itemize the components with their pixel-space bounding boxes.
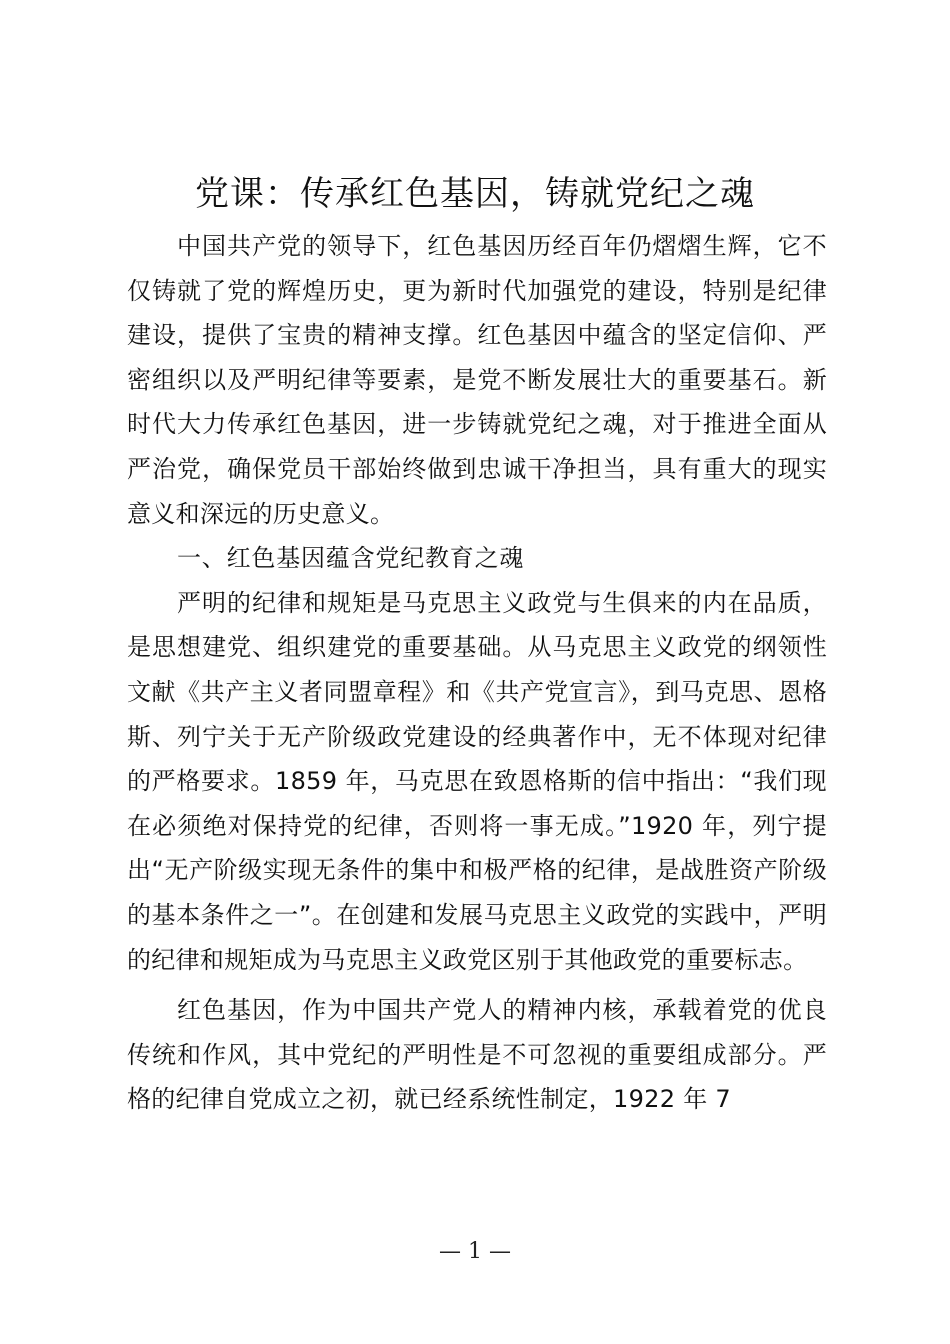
paragraph-discipline: 严明的纪律和规矩是马克思主义政党与生俱来的内在品质，是思想建党、组织建党的重要基础。从马克思主义政党的纲领性文献《共产主义者同盟章程》和《共产党宣言》，到马克思、恩格斯、列宁关于无产阶级政党建设的经典著作中，无不体现对纪律的严格要求。1859 年，马克思在致恩格斯的信中指出：“我们现在必须绝对保持党的纪律，否则将一事无成。”1920 年，列宁提出“无产阶级实现无条件的集中和极严格的纪律，是战胜资产阶级的基本条件之一”。在创建和发展马克思主义政党的实践中，严明的纪律和规矩成为马克思主义政党区别于其他政党的重要标志。 [127,588,827,974]
document-title: 党课：传承红色基因，铸就党纪之魂 [195,174,755,214]
paragraph-intro: 中国共产党的领导下，红色基因历经百年仍熠熠生辉，它不仅铸就了党的辉煌历史，更为新时代加强党的建设，特别是纪律建设，提供了宝贵的精神支撑。红色基因中蕴含的坚定信仰、严密组织以及严明纪律等要素，是党不断发展壮大的重要基石。新时代大力传承红色基因，进一步铸就党纪之魂，对于推进全面从严治党，确保党员干部始终做到忠诚干净担当，具有重大的现实意义和深远的历史意义。 [127,232,827,528]
section-heading: 一、红色基因蕴含党纪教育之魂 [177,544,525,573]
document-body [127,224,827,1122]
paragraph-red-gene: 红色基因，作为中国共产党人的精神内核，承载着党的优良传统和作风，其中党纪的严明性是不可忽视的重要组成部分。严格的纪律自党成立之初，就已经系统性制定，1922 年 7 [127,996,827,1114]
page-number: — 1 — [439,1239,511,1264]
